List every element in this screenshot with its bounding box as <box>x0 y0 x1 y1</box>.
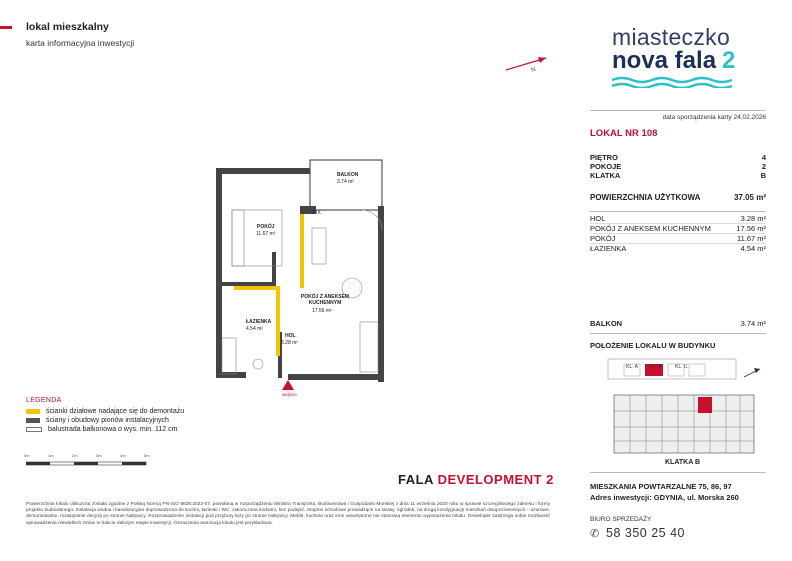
legend-swatch <box>26 409 40 414</box>
room-label-pokoj: POKÓJ <box>257 224 275 230</box>
prop-label: PIĘTRO <box>590 153 618 162</box>
room-row <box>590 234 766 243</box>
prop-label: POKOJE <box>590 162 622 171</box>
footer-brand <box>398 472 554 487</box>
prop-row <box>590 171 766 180</box>
legend-text: ściany i obudowy pionów instalacyjnych <box>46 417 169 424</box>
balcony-label: BALKON <box>590 319 623 328</box>
room-label-lazienka: ŁAZIENKA <box>246 319 272 325</box>
room-row <box>590 224 766 233</box>
stair-label-a: KL. A <box>626 364 638 370</box>
room-area-hol: 3.28 m² <box>281 340 298 346</box>
compass-icon <box>502 50 554 76</box>
footer-brand-red: DEVELOPMENT 2 <box>437 472 554 487</box>
legend-title: LEGENDA <box>26 397 62 404</box>
divider <box>590 211 766 212</box>
room-value: 17.56 m² <box>736 224 766 233</box>
legend-swatch <box>26 427 42 432</box>
room-value: 3.28 m² <box>740 214 766 223</box>
legend-item <box>26 416 184 425</box>
room-label-pokoj-aneks: POKÓJ Z ANEKSEM KUCHENNYM <box>300 294 350 306</box>
room-value: 4.54 m² <box>740 244 766 253</box>
date-text: data sporządzenia karty 24.02.2026 <box>662 114 766 121</box>
room-label-balkon: BALKON <box>337 172 359 178</box>
prop-row <box>590 153 766 162</box>
room-label: HOL <box>590 214 606 223</box>
stair-label-b: KL. B <box>650 364 663 370</box>
legend-item <box>26 425 184 434</box>
legend-swatch <box>26 418 40 423</box>
prop-row <box>590 162 766 171</box>
entrance-label: wejście <box>282 392 297 397</box>
address-line1: MIESZKANIA POWTARZALNE 75, 86, 97 <box>590 482 732 491</box>
address-line2: Adres inwestycji: GDYNIA, ul. Morska 260 <box>590 493 739 502</box>
unit-title: LOKAL NR 108 <box>590 128 658 139</box>
location-title: POŁOŻENIE LOKALU W BUDYNKU <box>590 341 716 350</box>
scale-label: 1m <box>48 453 54 458</box>
scale-label: 5m <box>144 453 150 458</box>
mini-compass-icon <box>744 368 760 377</box>
logo-line2: nova fala <box>612 47 717 74</box>
room-label: POKÓJ <box>590 234 616 243</box>
scale-label: 4m <box>120 453 126 458</box>
footer-note: Powierzchnia lokalu obliczona została zgodnie z Polską Normą PN-ISO 9836:2022-07, powołaną w rozporządzeniu Ministra Transportu, Budownictwa i Gospodarki Morskiej z dnia 11 września 2020 roku w sprawie szczegółowego zakresu i formy projektu budowlanego. Instalacja wodna i kanalizacyjna doprowadzona do kuchni, łazienki i WC, zakończona korkami, bez podejść. Stopnie schodowe prowadzące na tarasy, ogródek, na drugą kondygnację mieszkań dwupoziomowych – ażurowe, demontowalne, rozwiązanie decyzji po stronie Nabywcy. Rozprowadzenie instalacji pod przybory leży po stronie Nabywcy. Meble, kuchnia oraz inne wewnętrzne nie stanowią elementu wyposażenia lokalu. Deweloper zastrzega sobie możliwość wprowadzenia niewielkich zmian w trakcie dalszym etapie inwestycji. Oznaczenia aranżacja lokalu jest przykładowa. <box>26 502 550 526</box>
prop-label: KLATKA <box>590 171 621 180</box>
floor-plan <box>200 142 400 392</box>
date-divider <box>590 110 766 111</box>
scale-label: 3m <box>96 453 102 458</box>
sales-phone[interactable]: 58 350 25 40 <box>606 526 685 540</box>
scale-label: 0m <box>24 453 30 458</box>
room-area-pokoj-aneks: 17.56 m² <box>312 308 332 314</box>
entrance-arrow-icon <box>282 380 294 390</box>
logo-line1: miasteczko <box>612 24 731 50</box>
room-area-pokoj: 11.67 m² <box>256 231 276 237</box>
legend-text: balustrada balkonowa o wys. min. 112 cm <box>48 426 178 433</box>
logo <box>612 26 752 88</box>
scale-label: 2m <box>72 453 78 458</box>
logo-waves-icon <box>612 76 732 88</box>
stair-label-c: KL. C <box>675 364 688 370</box>
page-subtitle: karta informacyjna inwestycji <box>26 38 135 48</box>
room-row <box>590 244 766 253</box>
unit-panel <box>590 128 766 253</box>
legend-text: ścianki działowe nadające się do demontażu <box>46 408 185 415</box>
balcony-row <box>590 319 766 328</box>
prop-value: 2 <box>761 162 766 171</box>
phone-icon: ✆ <box>590 528 600 540</box>
legend-item <box>26 407 184 416</box>
fix-label: FIX <box>313 210 321 216</box>
footer-brand-dark: FALA <box>398 472 434 487</box>
prop-value: B <box>760 171 766 180</box>
area-label: POWIERZCHNIA UŻYTKOWA <box>590 193 701 202</box>
balcony-value: 3.74 m² <box>740 319 766 328</box>
unit-location-marker <box>698 397 712 413</box>
area-value: 37.05 m² <box>733 193 766 202</box>
room-label-hol: HOL <box>285 333 296 339</box>
building-location-diagram <box>590 355 766 465</box>
compass-letter: N <box>530 66 537 74</box>
prop-value: 4 <box>761 153 766 162</box>
header-accent-bar <box>0 26 12 29</box>
klatka-caption: KLATKA B <box>665 459 700 466</box>
divider <box>590 333 766 334</box>
room-label: POKÓJ Z ANEKSEM KUCHENNYM <box>590 224 711 233</box>
room-row <box>590 214 766 223</box>
area-row <box>590 193 766 202</box>
logo-number: 2 <box>722 47 736 74</box>
room-area-lazienka: 4.54 m² <box>246 326 263 332</box>
room-value: 11.67 m² <box>736 234 766 243</box>
divider <box>590 472 766 473</box>
room-label: ŁAZIENKA <box>590 244 627 253</box>
page-title: lokal mieszkalny <box>26 21 109 33</box>
room-area-balkon: 3.74 m² <box>337 179 354 185</box>
sales-label: BIURO SPRZEDAŻY <box>590 516 652 523</box>
legend <box>26 407 184 434</box>
